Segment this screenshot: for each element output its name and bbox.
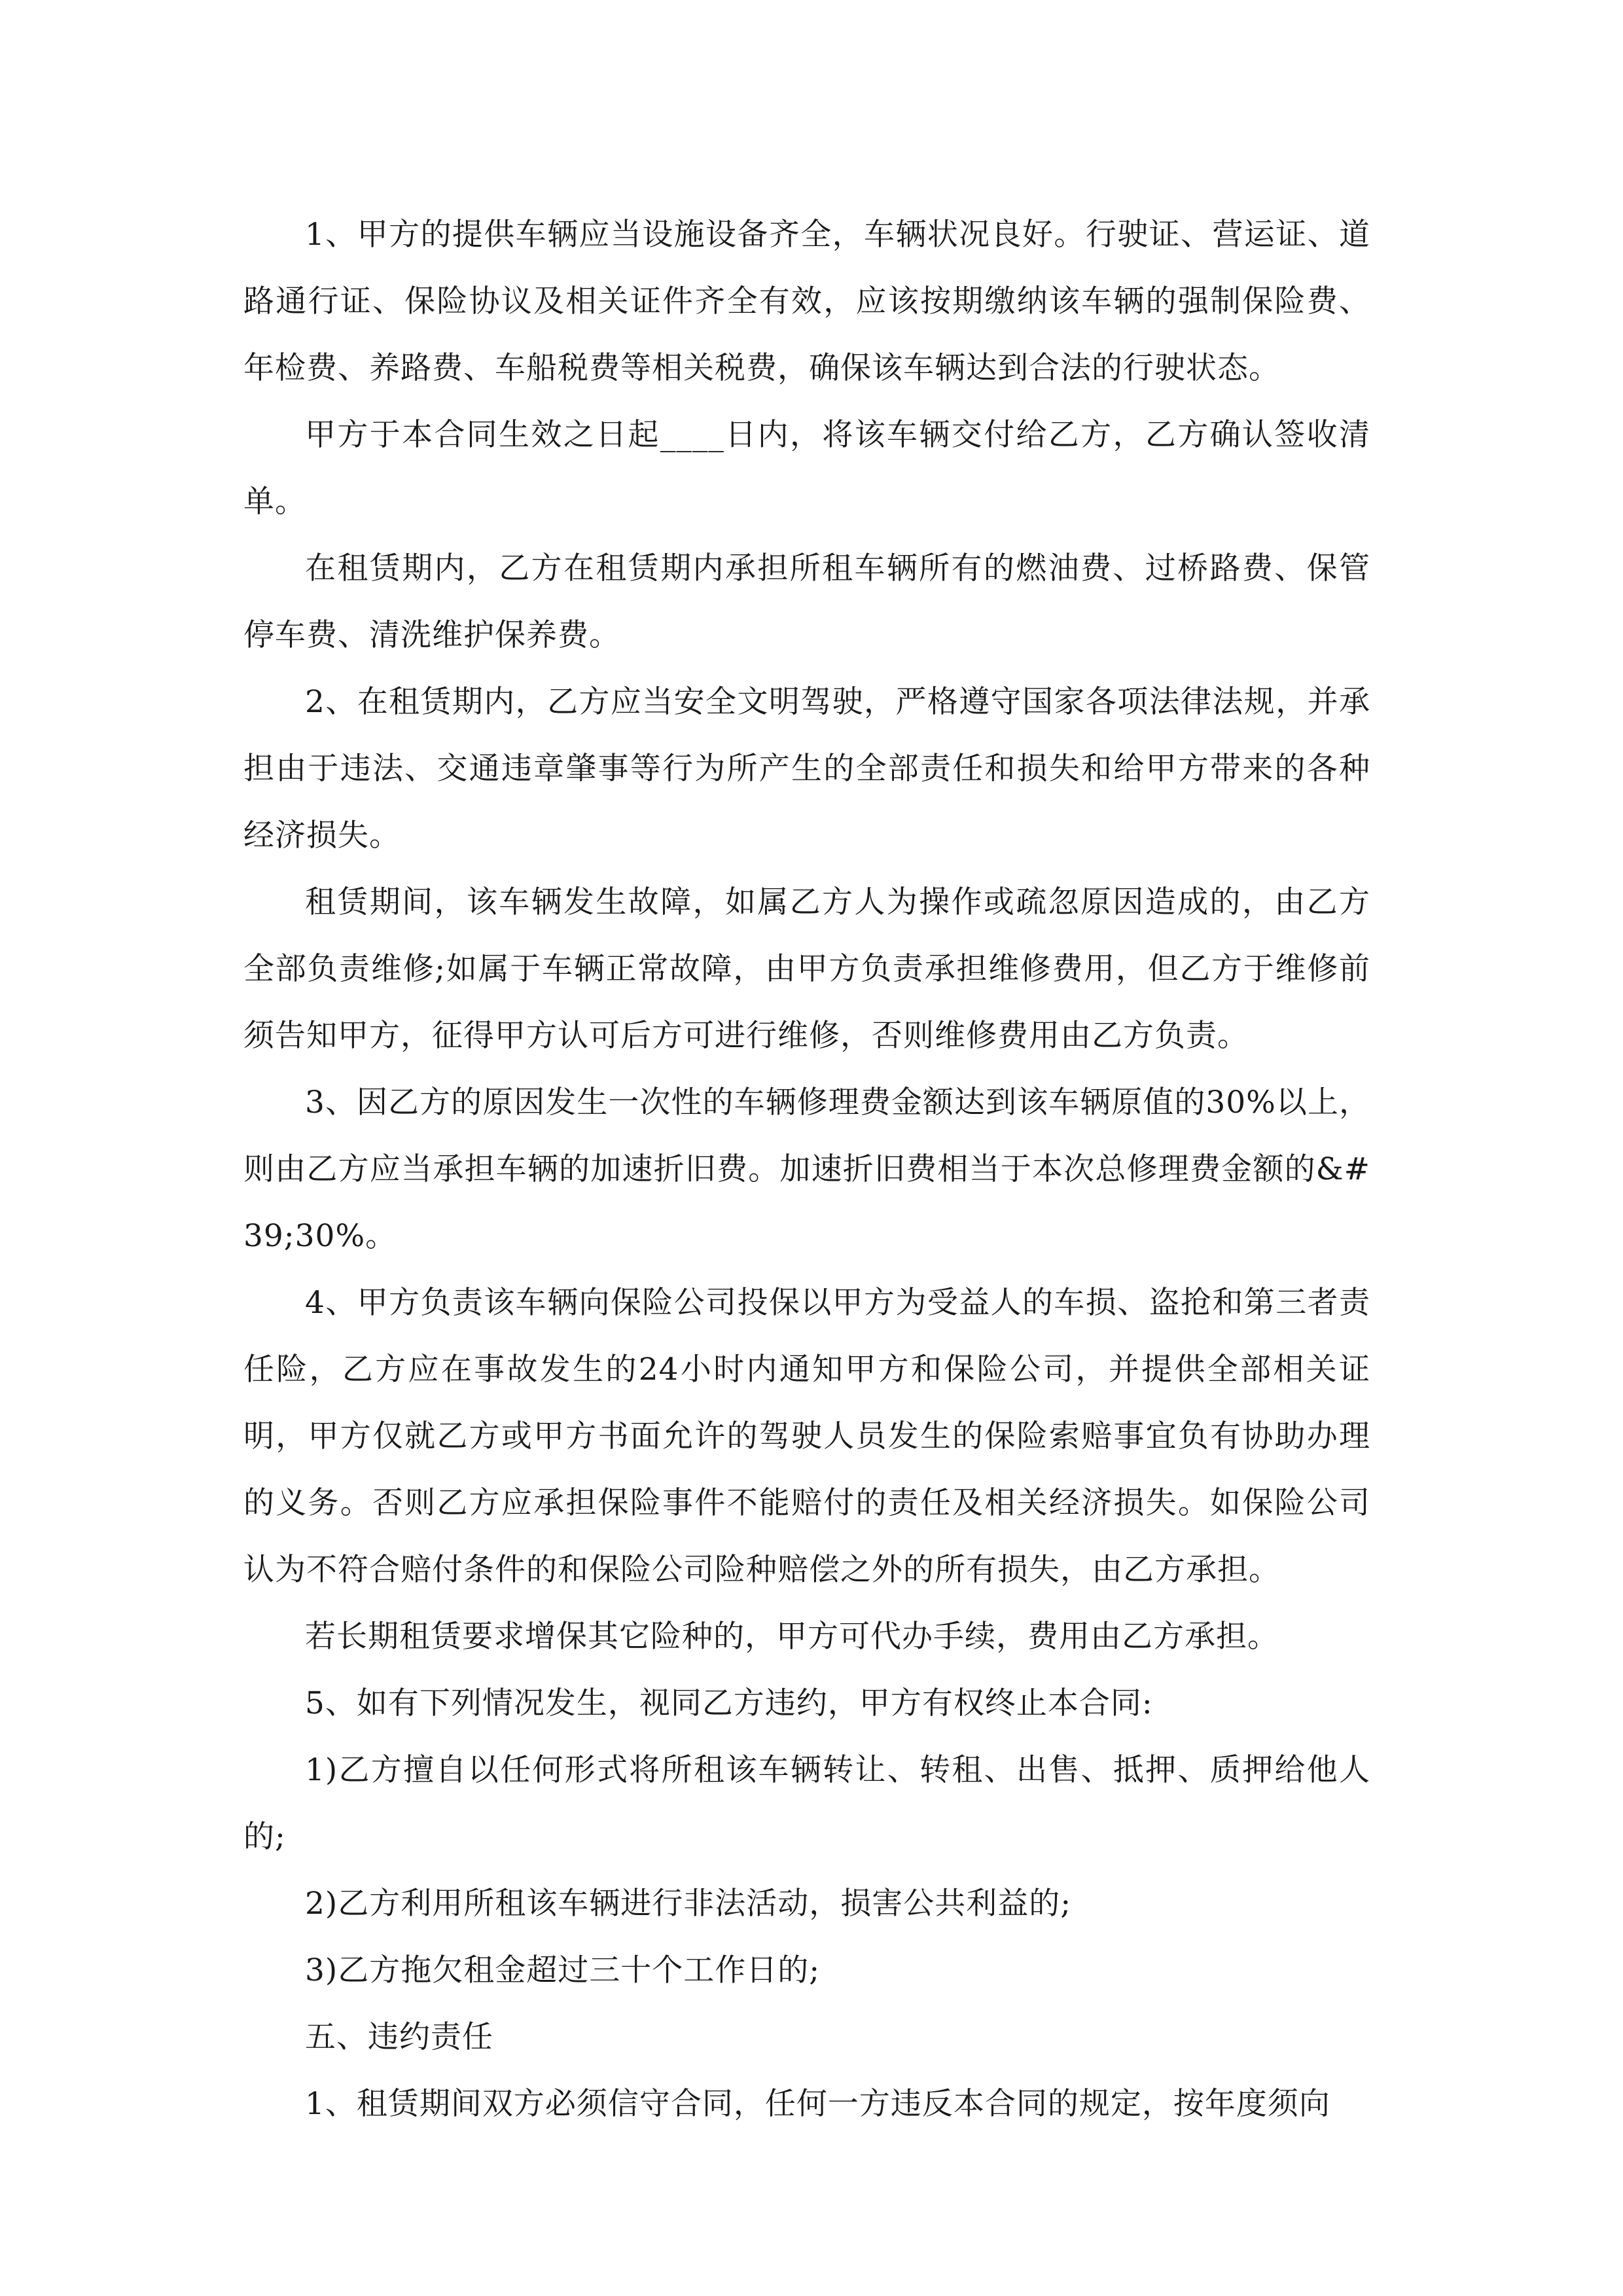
paragraph-item-2: 2)乙方利用所租该车辆进行非法活动，损害公共利益的; xyxy=(305,1886,1072,1922)
section-heading-breach: 五、违约责任 xyxy=(305,2019,493,2055)
paragraph-breach-1: 1、租赁期间双方必须信守合同，任何一方违反本合同的规定，按年度须向 xyxy=(305,2086,1330,2122)
paragraph-item-1: 1)乙方擅自以任何形式将所租该车辆转让、转租、出售、抵押、质押给他人的; xyxy=(243,1752,1370,1855)
paragraph-item-3: 3)乙方拖欠租金超过三十个工作日的; xyxy=(305,1952,821,1988)
paragraph-delivery: 甲方于本合同生效之日起____日内，将该车辆交付给乙方，乙方确认签收清单。 xyxy=(243,417,1370,520)
paragraph-clause-2: 2、在租赁期内，乙方应当安全文明驾驶，严格遵守国家各项法律法规，并承担由于违法、交通违章肇事等行为所产生的全部责任和损失和给甲方带来的各种经济损失。 xyxy=(243,684,1370,853)
paragraph-extra-insurance: 若长期租赁要求增保其它险种的，甲方可代办手续，费用由乙方承担。 xyxy=(305,1619,1279,1655)
paragraph-clause-3: 3、因乙方的原因发生一次性的车辆修理费金额达到该车辆原值的30%以上，则由乙方应当承担车辆的加速折旧费。加速折旧费相当于本次总修理费金额的&#39;30%。 xyxy=(243,1085,1370,1254)
document-body xyxy=(243,202,1370,2138)
paragraph-lease-costs: 在租赁期内，乙方在租赁期内承担所租车辆所有的燃油费、过桥路费、保管停车费、清洗维护保养费。 xyxy=(243,550,1370,653)
paragraph-clause-4: 4、甲方负责该车辆向保险公司投保以甲方为受益人的车损、盗抢和第三者责任险，乙方应在事故发生的24小时内通知甲方和保险公司，并提供全部相关证明，甲方仅就乙方或甲方书面允许的驾驶人员发生的保险索赔事宜负有协助办理的义务。否则乙方应承担保险事件不能赔付的责任及相关经济损失。如保险公司认为不符合赔付条件的和保险公司险种赔偿之外的所有损失，由乙方承担。 xyxy=(243,1285,1370,1588)
paragraph-clause-1: 1、甲方的提供车辆应当设施设备齐全，车辆状况良好。行驶证、营运证、道路通行证、保险协议及相关证件齐全有效，应该按期缴纳该车辆的强制保险费、年检费、养路费、车船税费等相关税费，确保该车辆达到合法的行驶状态。 xyxy=(243,217,1370,386)
paragraph-clause-5: 5、如有下列情况发生，视同乙方违约，甲方有权终止本合同: xyxy=(305,1685,1153,1721)
paragraph-repairs: 租赁期间，该车辆发生故障，如属乙方人为操作或疏忽原因造成的，由乙方全部负责维修;如属于车辆正常故障，由甲方负责承担维修费用，但乙方于维修前须告知甲方，征得甲方认可后方可进行维修，否则维修费用由乙方负责。 xyxy=(243,884,1370,1054)
